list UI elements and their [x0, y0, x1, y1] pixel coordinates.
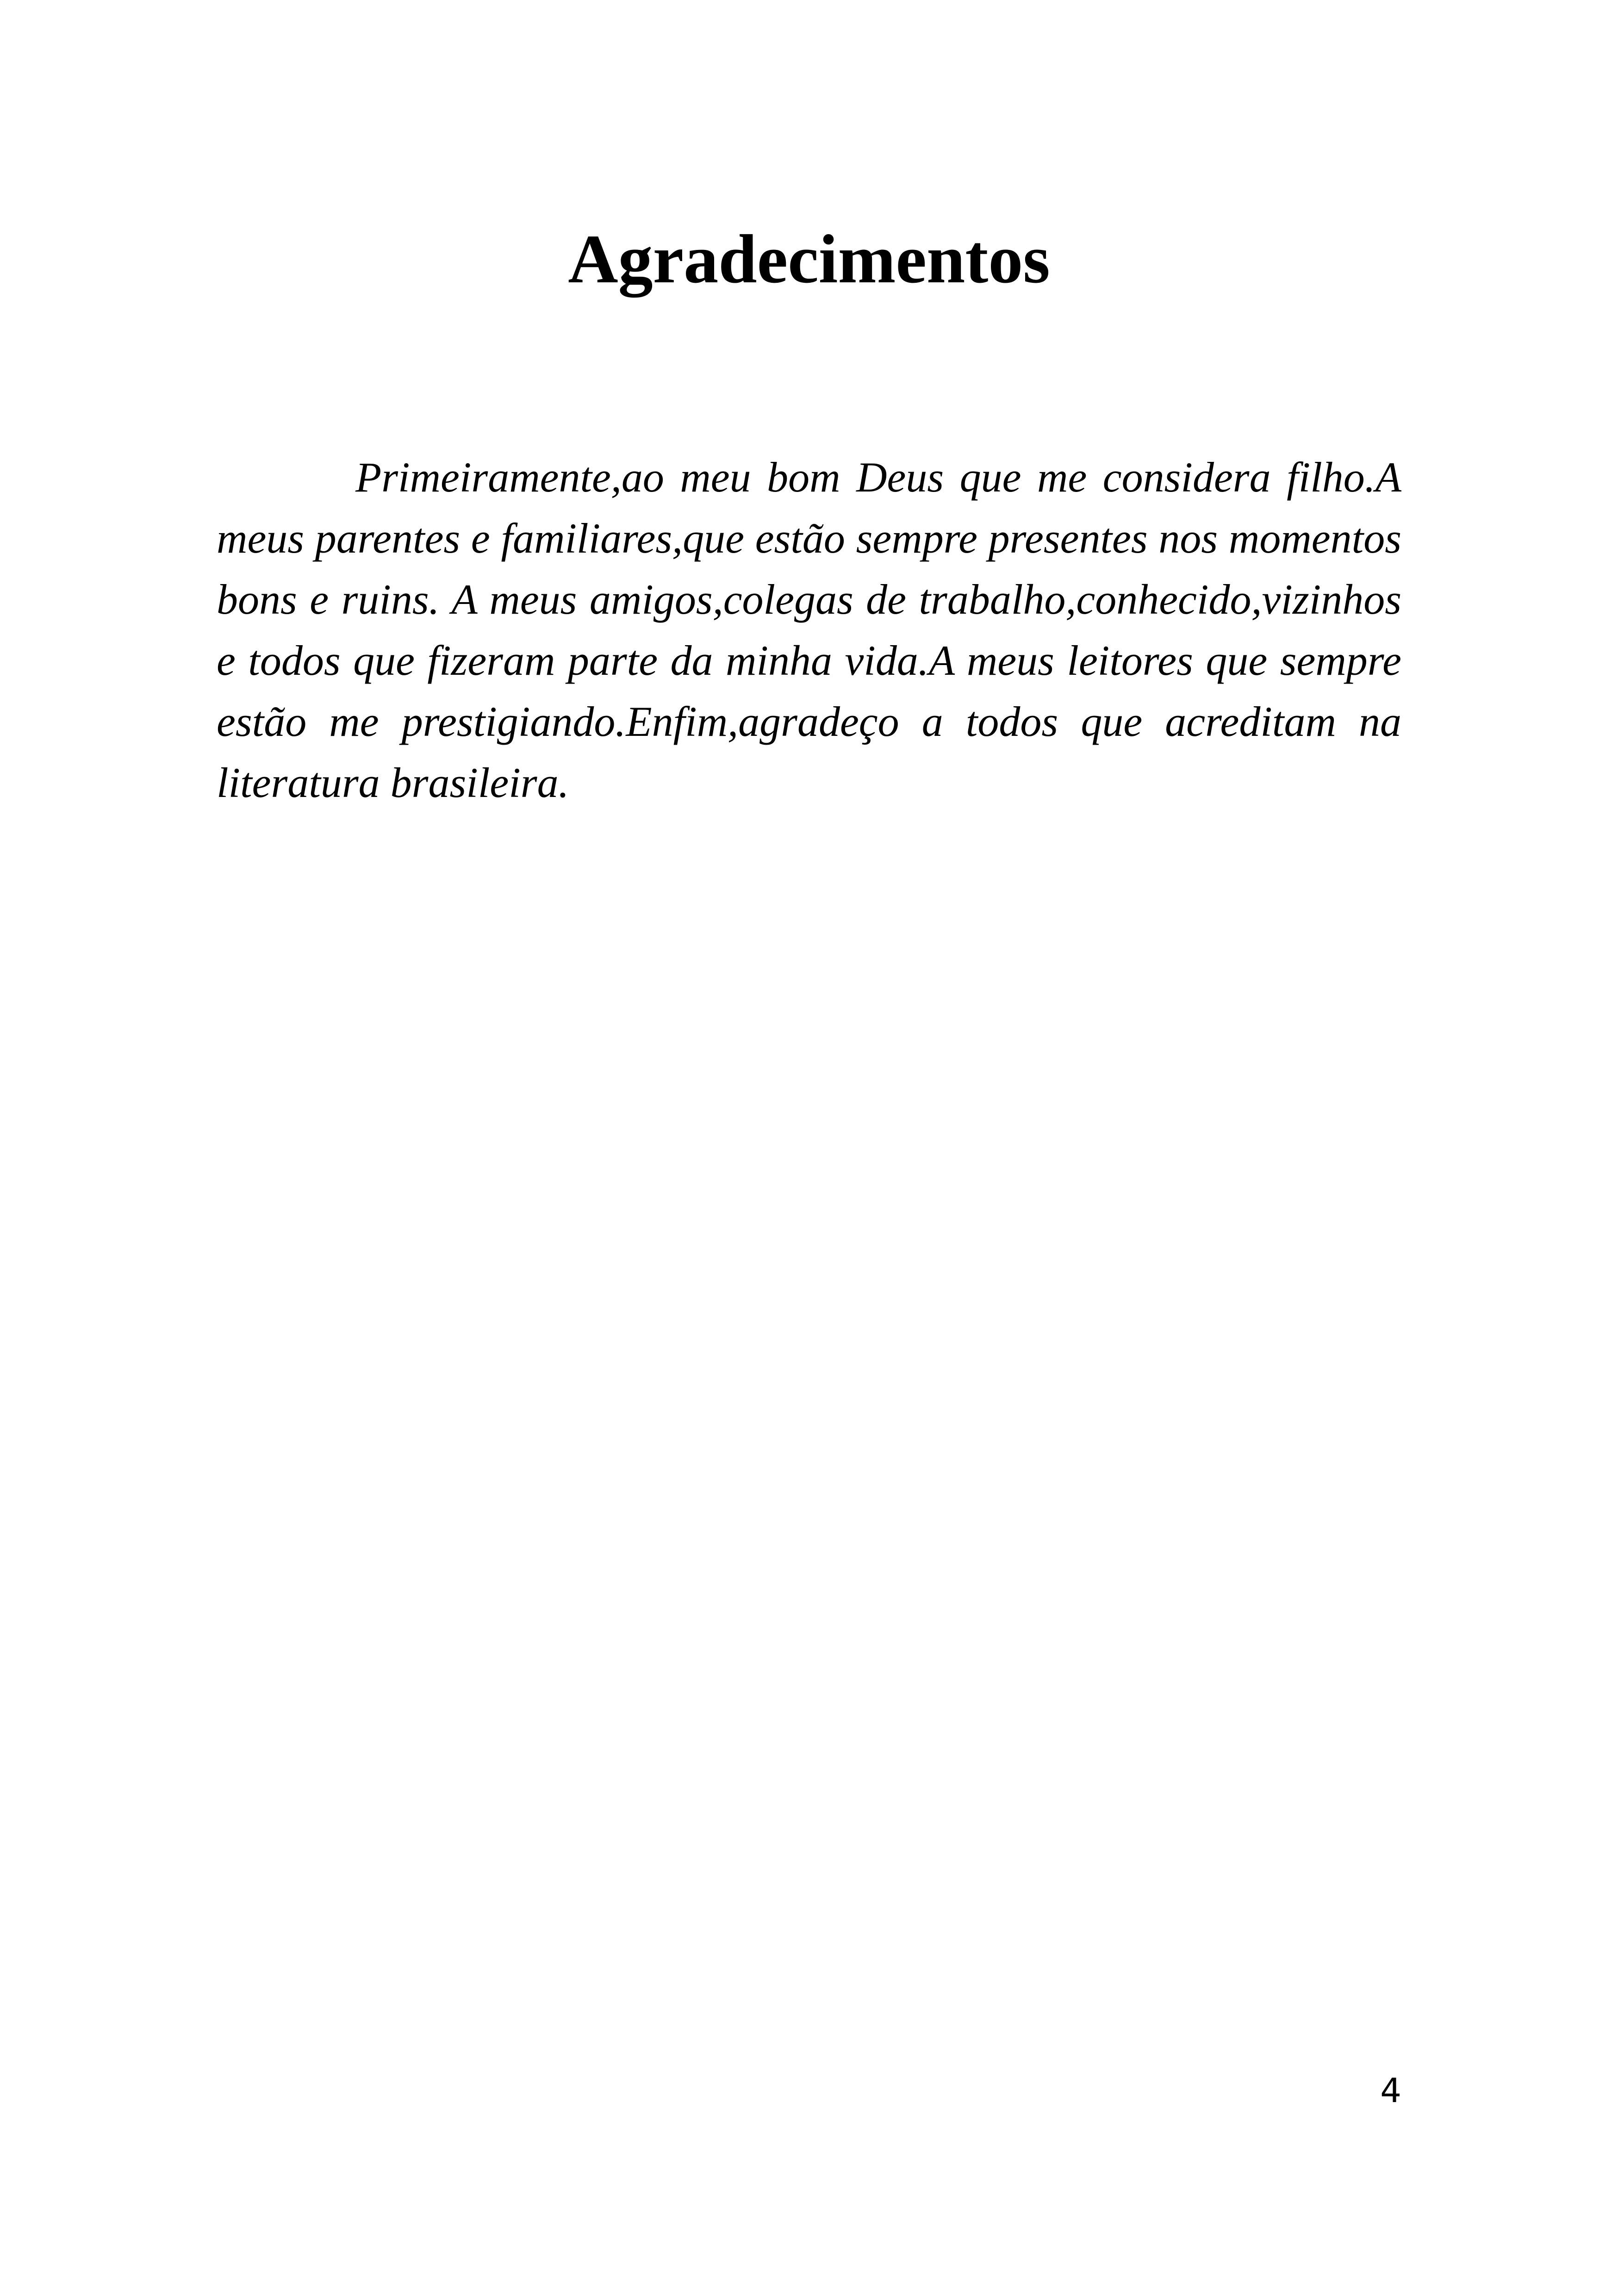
acknowledgements-paragraph: Primeiramente,ao meu bom Deus que me considera filho.A meus parentes e familiares,que estão sempre presentes nos momentos bons e ruins. A meus amigos,colegas de trabalho,conhecido,vizinhos e todos que fizeram parte da minha vida.A meus leitores que sempre estão me prestigiando.Enfim,agradeço a todos que acreditam na literatura brasileira. [217, 454, 1401, 806]
page-title: Agradecimentos [568, 221, 1050, 298]
page-number: 4 [1380, 2071, 1401, 2110]
